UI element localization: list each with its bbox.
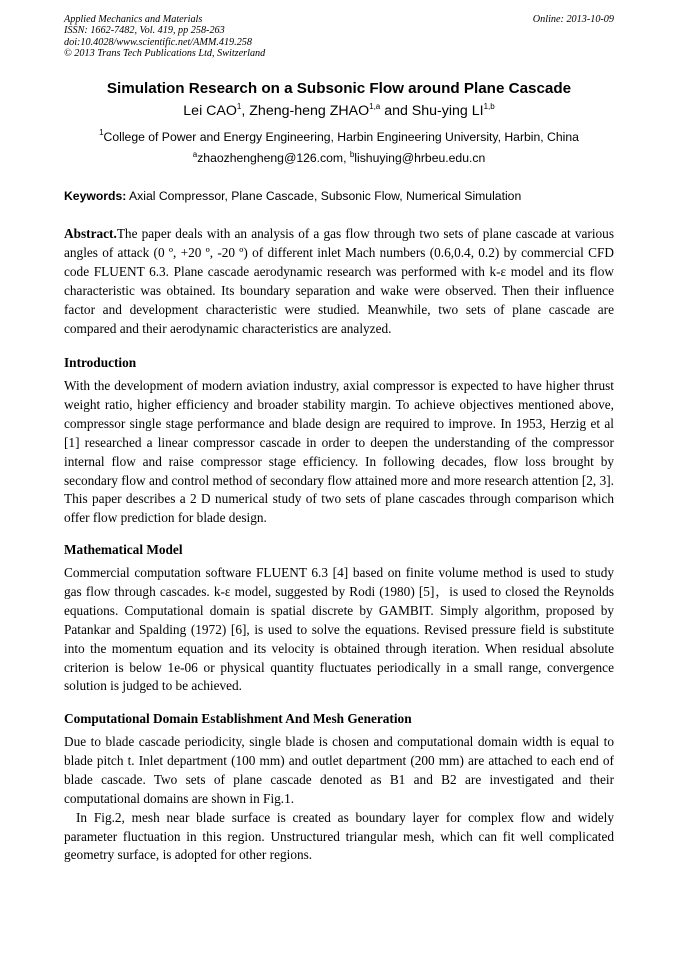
author-sup: 1,a xyxy=(369,102,381,111)
journal-name: Applied Mechanics and Materials xyxy=(64,14,203,25)
email-a: zhaozhengheng@126.com, xyxy=(197,151,350,165)
online-date: Online: 2013-10-09 xyxy=(532,14,614,25)
email-sup-b: b xyxy=(349,150,355,159)
mesh-generation-paragraphs xyxy=(64,733,614,865)
author-emails xyxy=(0,150,678,166)
introduction-paragraph xyxy=(64,377,614,528)
email-sup-a: a xyxy=(192,150,198,159)
affiliation-sup: 1 xyxy=(99,128,104,137)
author-name: , Zheng-heng ZHAO xyxy=(241,103,370,119)
author-sup: 1,b xyxy=(483,102,495,111)
mesh-text-paragraph-1: Due to blade cascade periodicity, single blade is chosen and computational domain width is equal to blade pitch t. Inlet department (100 mm) and outlet department (200 mm) are attached to each end of blade cascade. Two sets of plane cascade denoted as B1 and B2 are investigated and their computational domains are shown in Fig.1. xyxy=(64,734,614,806)
section-heading-mesh-generation: Computational Domain Establishment And Mesh Generation xyxy=(64,711,412,726)
abstract xyxy=(64,225,614,338)
mathematical-model-text: Commercial computation software FLUENT 6.3 [4] based on finite volume method is used to study gas flow through cascades. k-ε model, suggested by Rodi (1980) [5]，is used to closed the Reynolds equations. Computational domain is spatial discrete by GAMBIT. Simply algorithm, proposed by Patankar and Spalding (1972) [6], is used to solve the equations. Revised pressure field is substitute into the momentum equation and its velocity is obtained through iteration. When residual absolute criterion is below 1e-06 or physical quantity fluctuates periodically in a small range, convergence solution is judged to be achieved. xyxy=(64,565,614,694)
affiliation-text: College of Power and Energy Engineering, Harbin Engineering University, Harbin, China xyxy=(103,130,579,144)
keywords xyxy=(64,188,614,204)
author-name: Lei CAO xyxy=(183,103,237,119)
keywords-text: Axial Compressor, Plane Cascade, Subsonic Flow, Numerical Simulation xyxy=(126,189,522,203)
author-sup: 1 xyxy=(236,102,242,111)
abstract-text: The paper deals with an analysis of a gas flow through two sets of plane cascade at various angles of attack (0 º, +20 º, -20 º) of different inlet Mach numbers (0.6,0.4, 0.2) by commercial CFD code FLUENT 6.3. Plane cascade aerodynamic research was performed with k-ε model and its flow characteristic was obtained. Its boundary separation and wake were observed. Then their influence factor and development characteristic were studied. Meanwhile, two sets of plane cascade are compared and their aerodynamic characteristics are analyzed. xyxy=(64,226,614,336)
introduction-text: With the development of modern aviation industry, axial compressor is expected to have higher thrust weight ratio, higher efficiency and broader stability margin. To achieve objectives mentioned above, compressor single stage performance and blade design are required to improve. In 1953, Herzig et al [1] researched a linear compressor cascade in order to deepen the understanding of the compressor internal flow and raise compressor stage efficiency. In following decades, flow loss brought by secondary flow and control method of secondary flow attained more and more research attention [2, 3]. This paper describes a 2 D numerical study of two sets of plane cascades through comparison which offer flow prediction for blade design. xyxy=(64,378,614,526)
author-name: and Shu-ying LI xyxy=(380,103,484,119)
abstract-label: Abstract. xyxy=(64,226,117,241)
section-heading-introduction: Introduction xyxy=(64,355,137,370)
mathematical-model-paragraph xyxy=(64,564,614,696)
paper-title: Simulation Research on a Subsonic Flow around Plane Cascade xyxy=(106,80,572,97)
affiliation xyxy=(0,129,678,145)
mesh-text-paragraph-2: In Fig.2, mesh near blade surface is created as boundary layer for complex flow and widely parameter fluctuation in this region. Unstructured triangular mesh, which can fit well complicated geometry surface, is adopted for other regions. xyxy=(64,809,614,863)
section-heading-mathematical-model: Mathematical Model xyxy=(64,542,183,557)
copyright-line: © 2013 Trans Tech Publications Ltd, Switzerland xyxy=(64,48,266,60)
author-list xyxy=(0,102,678,120)
email-b: lishuying@hrbeu.edu.cn xyxy=(354,151,486,165)
journal-header xyxy=(64,14,614,60)
doi-line: doi:10.4028/www.scientific.net/AMM.419.258 xyxy=(64,36,252,48)
issn-line: ISSN: 1662-7482, Vol. 419, pp 258-263 xyxy=(64,25,225,37)
keywords-label: Keywords: xyxy=(64,189,127,203)
